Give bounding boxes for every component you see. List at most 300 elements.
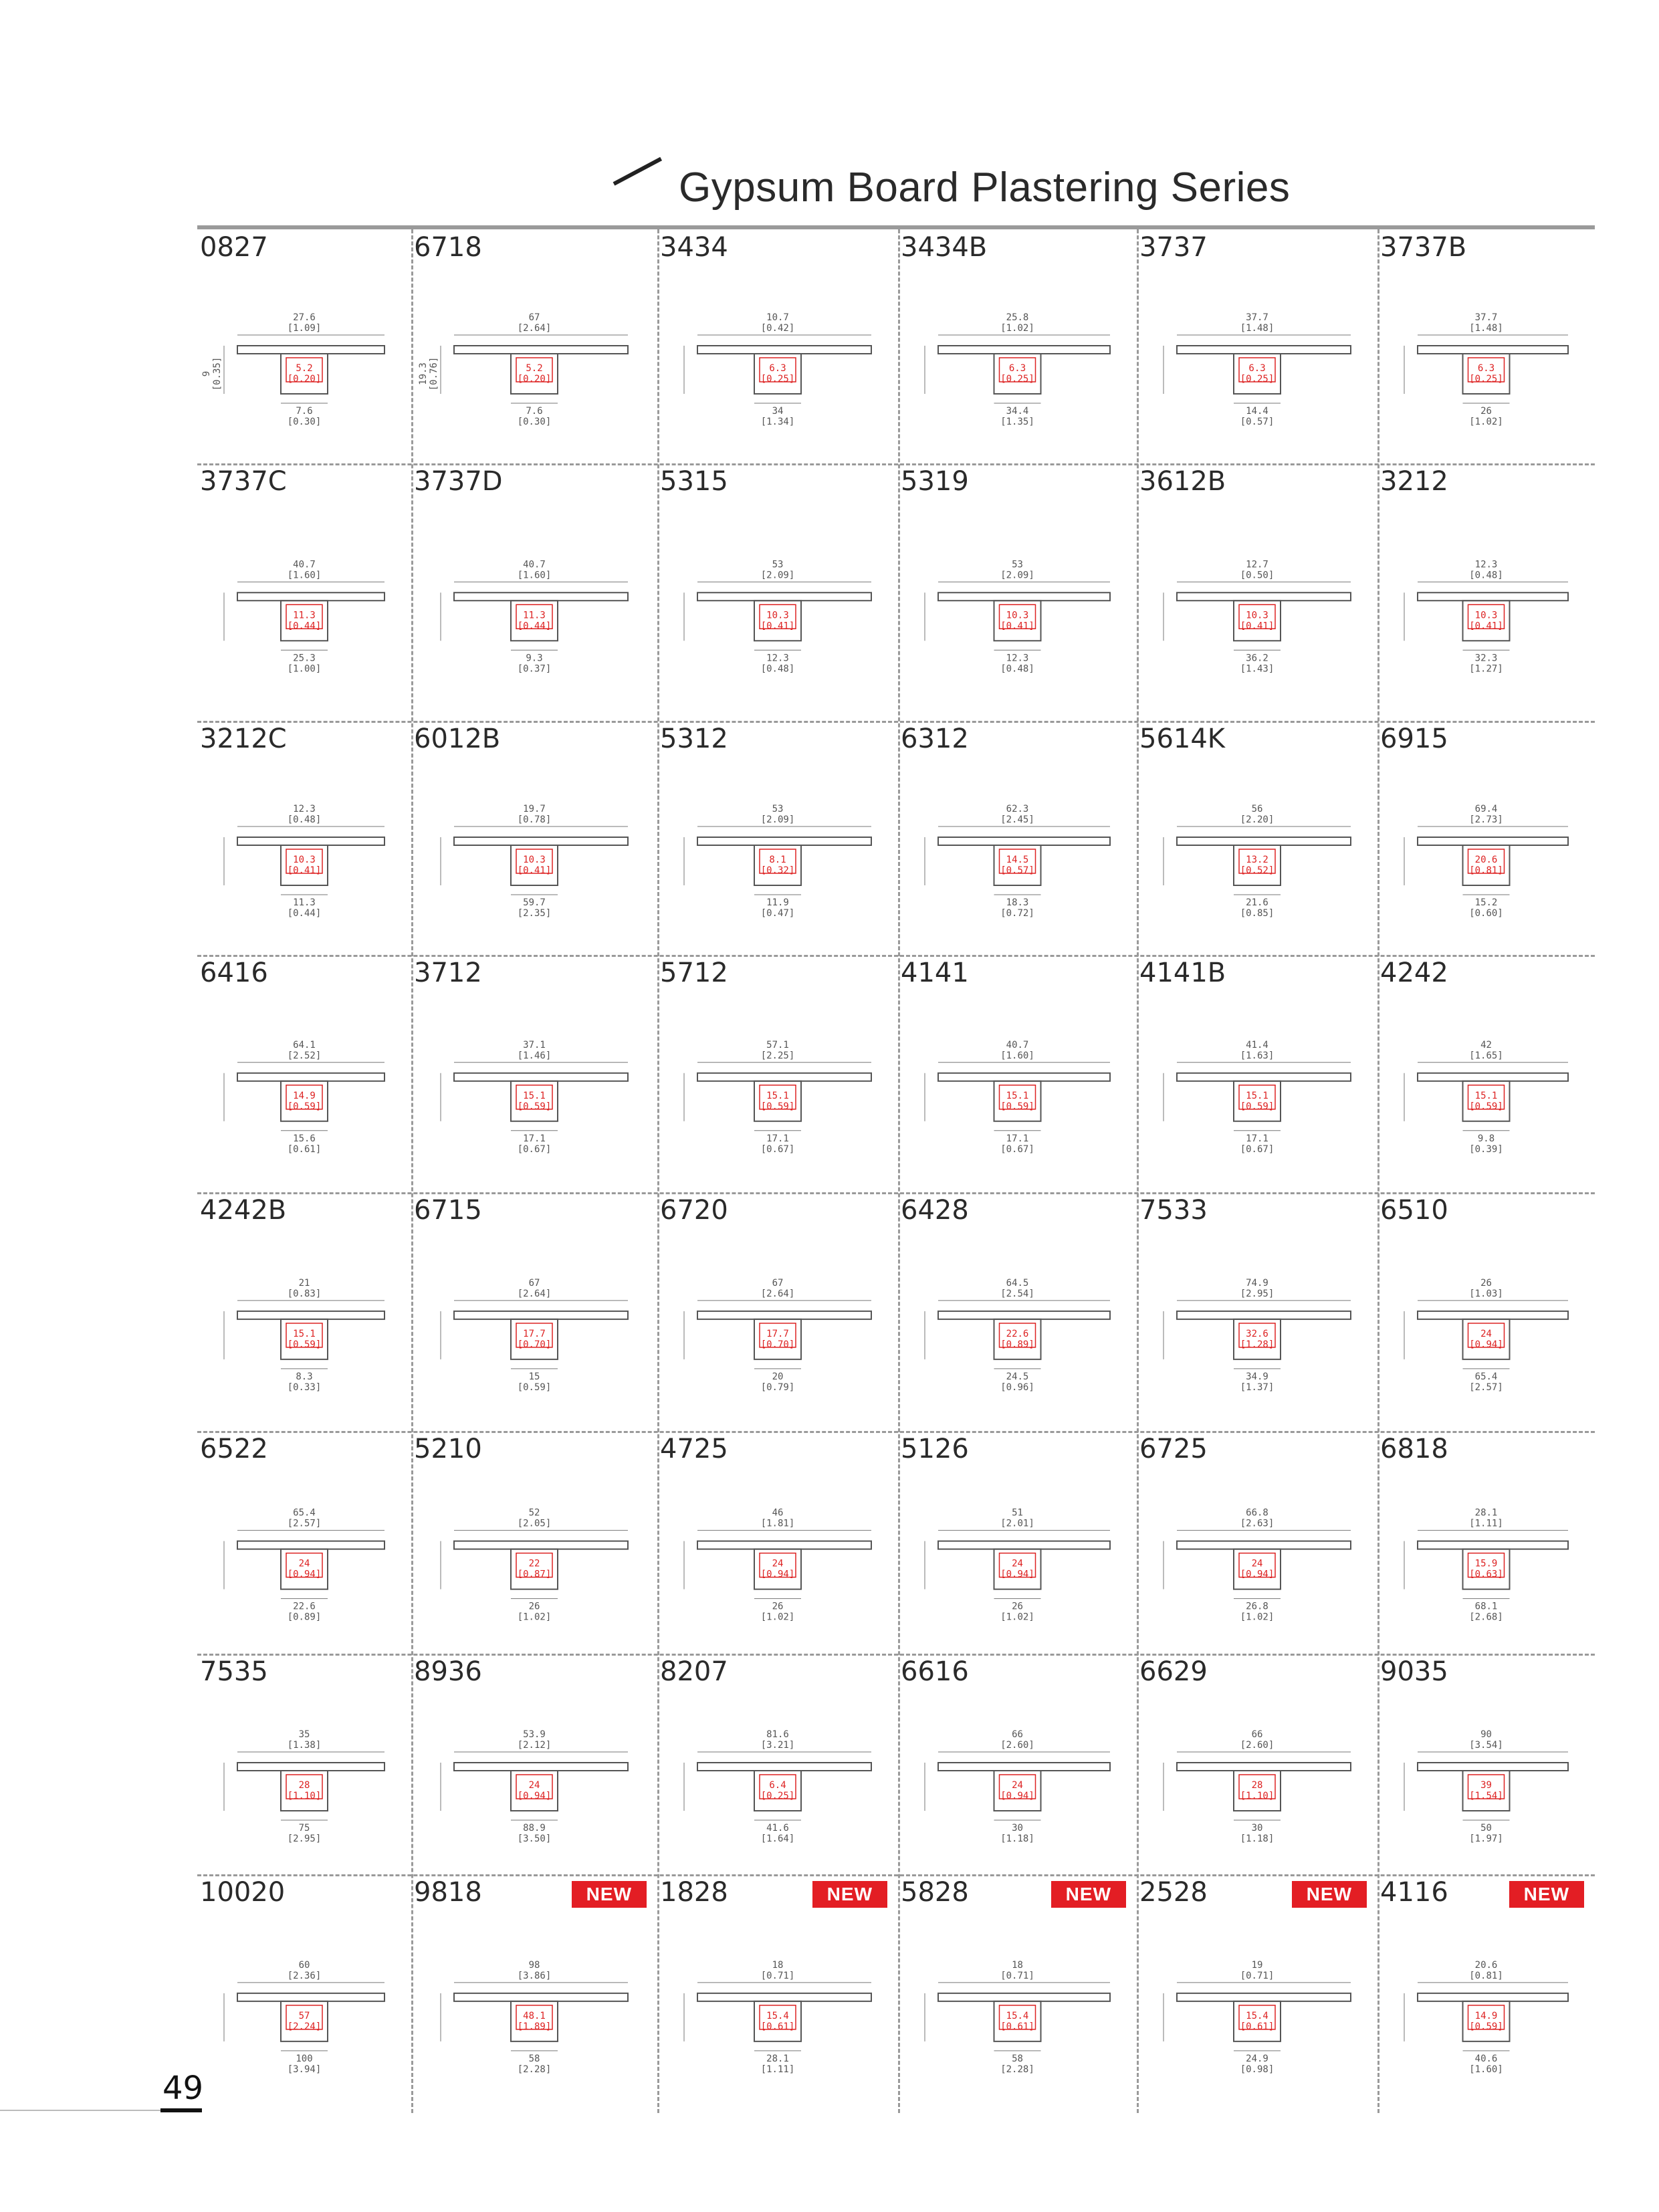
profile-flange [1177, 592, 1351, 600]
dimension-label: [0.98] [1240, 2064, 1275, 2075]
dimension-label: [2.57] [287, 1518, 322, 1529]
led-dimension-label: [0.63] [1469, 1569, 1503, 1580]
product-code: 8936 [414, 1656, 482, 1687]
led-dimension-label: 24 [772, 1558, 784, 1569]
product-cell[interactable] [197, 955, 411, 1192]
dimension-label: [0.48] [1469, 570, 1503, 581]
dimension-label: 9.3 [526, 653, 543, 664]
dimension-label: [0.61] [287, 1143, 322, 1155]
product-cell[interactable] [657, 1192, 898, 1431]
led-dimension-label: 17.7 [523, 1328, 546, 1339]
profile-flange [454, 1993, 628, 2001]
product-cell[interactable] [657, 1874, 898, 2113]
dimension-label: [0.79] [760, 1381, 795, 1393]
product-cell[interactable] [1137, 955, 1377, 1192]
dimension-label: [0.50] [1240, 570, 1275, 581]
profile-flange [697, 1073, 871, 1081]
product-cell[interactable] [657, 463, 898, 721]
dimension-label: 66 [1012, 1729, 1023, 1740]
product-cell[interactable] [898, 1192, 1137, 1431]
dimension-label: [1.48] [1240, 323, 1275, 334]
dimension-label: 18.3 [1006, 897, 1029, 908]
dimension-label: [2.54] [1000, 1288, 1034, 1299]
product-grid [197, 229, 1595, 2113]
dimension-label: 81.6 [766, 1729, 789, 1740]
product-code: 4242 [1380, 958, 1448, 988]
product-code: 6718 [414, 232, 482, 263]
dimension-label: 65.4 [293, 1507, 316, 1519]
product-cell[interactable] [1377, 463, 1595, 721]
profile-flange [1177, 1763, 1351, 1771]
dimension-label: 17.1 [766, 1133, 789, 1144]
dimension-label: 40.7 [1006, 1039, 1029, 1050]
dimension-label: [0.67] [517, 1143, 552, 1155]
dimension-label: 58 [1012, 2053, 1023, 2064]
profile-drawing [898, 271, 1137, 458]
profile-flange [938, 346, 1110, 354]
dimension-label: 88.9 [523, 1823, 546, 1834]
led-dimension-label: 15.1 [1474, 1090, 1498, 1101]
led-dimension-label: [0.59] [1469, 2021, 1503, 2032]
dimension-label: [0.67] [1240, 1143, 1275, 1155]
profile-flange [454, 592, 628, 600]
profile-drawing [411, 1695, 657, 1869]
product-cell[interactable] [898, 721, 1137, 955]
dimension-label: 59.7 [523, 897, 546, 908]
led-dimension-label: 15.1 [293, 1328, 316, 1339]
dimension-label: 19.7 [523, 804, 546, 814]
profile-flange [697, 592, 871, 600]
profile-drawing [898, 996, 1137, 1187]
led-dimension-label: [0.81] [1469, 865, 1503, 876]
profile-drawing [1377, 1234, 1595, 1426]
product-cell[interactable] [411, 463, 657, 721]
dimension-label: 50 [1480, 1823, 1492, 1834]
profile-drawing [197, 1695, 411, 1869]
led-dimension-label: [1.54] [1469, 1791, 1503, 1801]
led-dimension-label: [0.41] [1469, 621, 1503, 632]
led-dimension-label: 10.3 [523, 855, 546, 865]
profile-drawing [1377, 996, 1595, 1187]
led-dimension-label: [0.32] [760, 865, 795, 876]
led-dimension-label: [0.61] [760, 2021, 795, 2032]
product-code: 5712 [660, 958, 728, 988]
led-dimension-label: 57 [298, 2010, 310, 2021]
product-cell[interactable] [1137, 463, 1377, 721]
product-code: 8207 [660, 1656, 728, 1687]
dimension-label: 11.3 [293, 897, 316, 908]
product-code: 2528 [1139, 1877, 1208, 1908]
product-cell[interactable] [657, 955, 898, 1192]
led-dimension-label: 15.1 [1246, 1090, 1268, 1101]
product-cell[interactable] [411, 1431, 657, 1654]
dimension-label: [2.73] [1469, 814, 1503, 825]
profile-flange [1418, 837, 1568, 845]
dimension-label: [1.02] [1240, 1612, 1275, 1623]
product-cell[interactable] [197, 721, 411, 955]
product-code: 9818 [414, 1877, 482, 1908]
dimension-label: 56 [1251, 804, 1263, 814]
product-cell[interactable] [898, 1654, 1137, 1874]
profile-drawing [1137, 1916, 1377, 2108]
led-dimension-label: [0.59] [1240, 1101, 1275, 1112]
led-dimension-label: [0.94] [760, 1569, 795, 1580]
dimension-label: [1.02] [1469, 417, 1503, 427]
product-code: 6510 [1380, 1195, 1448, 1226]
dimension-label: [2.12] [517, 1740, 552, 1751]
product-code: 5828 [901, 1877, 969, 1908]
led-dimension-label: [0.41] [1000, 621, 1034, 632]
led-dimension-label: [0.41] [760, 621, 795, 632]
dimension-label: [0.33] [287, 1381, 322, 1393]
profile-flange [697, 1541, 871, 1549]
dimension-label: 51 [1012, 1507, 1023, 1519]
profile-drawing [898, 1916, 1137, 2108]
dimension-label: [0.89] [287, 1612, 322, 1623]
led-dimension-label: 5.2 [526, 363, 543, 374]
dimension-label: 17.1 [1006, 1133, 1029, 1144]
dimension-label: [0.37] [517, 663, 552, 675]
profile-drawing [657, 1916, 898, 2108]
led-dimension-label: [0.70] [517, 1339, 552, 1350]
profile-drawing [1137, 505, 1377, 715]
dimension-label: 30 [1251, 1823, 1263, 1834]
dimension-label: [0.42] [760, 323, 795, 334]
new-badge: NEW [1509, 1881, 1584, 1908]
led-dimension-label: [2.24] [287, 2021, 322, 2032]
product-cell[interactable] [411, 1192, 657, 1431]
dimension-label: [1.18] [1000, 1834, 1034, 1844]
product-code: 4116 [1380, 1877, 1448, 1908]
led-dimension-label: 10.3 [766, 610, 789, 621]
dimension-label: 40.6 [1474, 2053, 1498, 2064]
product-cell[interactable] [898, 229, 1137, 463]
dimension-label: 35 [298, 1729, 310, 1740]
profile-drawing [411, 1472, 657, 1648]
dimension-label: [2.20] [1240, 814, 1275, 825]
led-dimension-label: [0.41] [287, 865, 322, 876]
dimension-label: [2.09] [1000, 570, 1034, 581]
led-dimension-label: [0.20] [287, 374, 322, 384]
profile-drawing [898, 762, 1137, 950]
dimension-label: 9 [201, 370, 212, 377]
profile-drawing [1137, 1695, 1377, 1869]
profile-flange [237, 837, 384, 845]
profile-flange [1418, 1311, 1568, 1319]
led-dimension-label: 32.6 [1246, 1328, 1268, 1339]
product-cell[interactable] [657, 1654, 898, 1874]
product-cell[interactable] [411, 721, 657, 955]
profile-flange [697, 1311, 871, 1319]
led-dimension-label: 24 [528, 1780, 540, 1791]
dimension-label: [0.85] [1240, 908, 1275, 919]
product-cell[interactable] [898, 1431, 1137, 1654]
dimension-label: [0.59] [517, 1381, 552, 1393]
led-dimension-label: 8.1 [769, 855, 786, 865]
dimension-label: 12.7 [1246, 559, 1268, 570]
product-code: 6312 [901, 724, 969, 754]
product-code: 3712 [414, 958, 482, 988]
led-dimension-label: [0.44] [287, 621, 322, 632]
dimension-label: [2.36] [287, 1970, 322, 1981]
profile-flange [237, 1763, 384, 1771]
led-dimension-label: 14.5 [1006, 855, 1029, 865]
product-code: 6522 [200, 1434, 268, 1464]
profile-drawing [197, 505, 411, 715]
product-code: 6818 [1380, 1434, 1448, 1464]
product-code: 1828 [660, 1877, 728, 1908]
dimension-label: [1.63] [1240, 1050, 1275, 1061]
dimension-label: 22.6 [293, 1601, 316, 1612]
led-dimension-label: [0.25] [1469, 374, 1503, 384]
dimension-label: [1.60] [1469, 2064, 1503, 2075]
product-cell[interactable] [1137, 1431, 1377, 1654]
profile-drawing [197, 996, 411, 1187]
dimension-label: 36.2 [1246, 653, 1268, 664]
dimension-label: 21.6 [1246, 897, 1268, 908]
dimension-label: 7.6 [526, 406, 543, 417]
product-cell[interactable] [1377, 1192, 1595, 1431]
profile-flange [1177, 1073, 1351, 1081]
dimension-label: [1.48] [1469, 323, 1503, 334]
dimension-label: 12.3 [766, 653, 789, 664]
dimension-label: 20.6 [1474, 1959, 1498, 1971]
page-header [0, 0, 1659, 231]
dimension-label: [1.02] [760, 1612, 795, 1623]
profile-flange [1418, 1993, 1568, 2001]
led-dimension-label: 14.9 [293, 1090, 316, 1101]
product-cell[interactable] [1377, 1431, 1595, 1654]
product-cell[interactable] [197, 1874, 411, 2113]
profile-drawing [411, 1234, 657, 1426]
led-dimension-label: 11.3 [523, 610, 546, 621]
led-dimension-label: [0.41] [1240, 621, 1275, 632]
dimension-label: 30 [1012, 1823, 1023, 1834]
product-code: 0827 [200, 232, 268, 263]
product-cell[interactable] [1377, 721, 1595, 955]
product-cell[interactable] [898, 463, 1137, 721]
dimension-label: [2.95] [1240, 1288, 1275, 1299]
dimension-label: 53 [1012, 559, 1023, 570]
dimension-label: [2.09] [760, 570, 795, 581]
product-code: 5126 [901, 1434, 969, 1464]
profile-drawing [657, 1234, 898, 1426]
led-dimension-label: 28 [1251, 1780, 1263, 1791]
product-cell[interactable] [1377, 955, 1595, 1192]
product-cell[interactable] [411, 1874, 657, 2113]
dimension-label: [0.44] [287, 908, 322, 919]
product-code: 3737B [1380, 232, 1467, 263]
led-dimension-label: 6.3 [1477, 363, 1495, 374]
product-cell[interactable] [411, 229, 657, 463]
product-cell[interactable] [1137, 1874, 1377, 2113]
profile-drawing [657, 762, 898, 950]
product-cell[interactable] [197, 1431, 411, 1654]
dimension-label: 34.9 [1246, 1371, 1268, 1382]
product-cell[interactable] [1137, 1654, 1377, 1874]
dimension-label: [1.03] [1469, 1288, 1503, 1299]
product-code: 5315 [660, 466, 728, 497]
led-dimension-label: 14.9 [1474, 2010, 1498, 2021]
dimension-label: 68.1 [1474, 1601, 1498, 1612]
dimension-label: 9.8 [1477, 1133, 1495, 1144]
profile-flange [1177, 837, 1351, 845]
profile-flange [938, 1073, 1110, 1081]
led-dimension-label: [0.25] [760, 374, 795, 384]
dimension-label: 26.8 [1246, 1601, 1268, 1612]
dimension-label: [0.71] [1240, 1970, 1275, 1981]
product-cell[interactable] [898, 955, 1137, 1192]
product-cell[interactable] [657, 229, 898, 463]
profile-flange [1418, 346, 1568, 354]
profile-drawing [1377, 271, 1595, 458]
dimension-label: [0.48] [287, 814, 322, 825]
new-badge: NEW [1292, 1881, 1367, 1908]
led-dimension-label: 15.4 [1006, 2010, 1029, 2021]
led-dimension-label: 24 [1480, 1328, 1492, 1339]
dimension-label: 46 [772, 1507, 784, 1519]
led-dimension-label: 28 [298, 1780, 310, 1791]
profile-flange [938, 592, 1110, 600]
dimension-label: 74.9 [1246, 1277, 1268, 1289]
led-dimension-label: [0.20] [517, 374, 552, 384]
product-cell[interactable] [1377, 1654, 1595, 1874]
dimension-label: 19 [1251, 1959, 1263, 1971]
dimension-label: [2.25] [760, 1050, 795, 1061]
led-dimension-label: 10.3 [1474, 610, 1498, 621]
profile-drawing [1377, 505, 1595, 715]
led-dimension-label: [0.59] [287, 1339, 322, 1350]
dimension-label: 69.4 [1474, 804, 1498, 814]
product-code: 7535 [200, 1656, 268, 1687]
profile-drawing [898, 1695, 1137, 1869]
product-code: 3737C [200, 466, 287, 497]
profile-drawing [197, 1472, 411, 1648]
page-title: Gypsum Board Plastering Series [679, 164, 1291, 211]
led-dimension-label: [0.41] [517, 865, 552, 876]
profile-flange [454, 1541, 628, 1549]
led-dimension-label: 15.4 [766, 2010, 789, 2021]
dimension-label: 19.3 [418, 362, 429, 385]
profile-flange [938, 1311, 1110, 1319]
dimension-label: [3.86] [517, 1970, 552, 1981]
title-slash-icon [613, 157, 662, 186]
product-code: 3212C [200, 724, 287, 754]
dimension-label: [1.27] [1469, 663, 1503, 675]
dimension-label: [0.60] [1469, 908, 1503, 919]
profile-drawing [197, 271, 411, 458]
product-cell[interactable] [1137, 1192, 1377, 1431]
product-cell[interactable] [197, 1654, 411, 1874]
product-code: 3212 [1380, 466, 1448, 497]
profile-drawing [1137, 996, 1377, 1187]
dimension-label: [1.46] [517, 1050, 552, 1061]
dimension-label: 21 [298, 1277, 310, 1289]
product-code: 6720 [660, 1195, 728, 1226]
product-code: 9035 [1380, 1656, 1448, 1687]
product-cell[interactable] [1137, 721, 1377, 955]
led-dimension-label: 22 [528, 1558, 540, 1569]
dimension-label: [0.81] [1469, 1970, 1503, 1981]
led-dimension-label: 15.4 [1246, 2010, 1268, 2021]
product-cell[interactable] [1377, 1874, 1595, 2113]
product-cell[interactable] [411, 955, 657, 1192]
dimension-label: 26 [772, 1601, 784, 1612]
product-cell[interactable] [1137, 229, 1377, 463]
new-badge: NEW [1051, 1881, 1126, 1908]
page-number: 49 [162, 2070, 204, 2107]
profile-drawing [1377, 1472, 1595, 1648]
product-cell[interactable] [657, 721, 898, 955]
dimension-label: 12.3 [1006, 653, 1029, 664]
led-dimension-label: 15.1 [1006, 1090, 1029, 1101]
profile-drawing [411, 762, 657, 950]
product-cell[interactable] [197, 229, 411, 463]
product-code: 4141 [901, 958, 969, 988]
profile-flange [938, 1763, 1110, 1771]
profile-drawing [197, 762, 411, 950]
product-code: 6725 [1139, 1434, 1208, 1464]
product-cell[interactable] [1377, 229, 1595, 463]
dimension-label: [0.30] [287, 417, 322, 427]
dimension-label: [0.39] [1469, 1143, 1503, 1155]
product-cell[interactable] [197, 1192, 411, 1431]
dimension-label: 12.3 [1474, 559, 1498, 570]
dimension-label: 37.7 [1474, 312, 1498, 323]
led-dimension-label: [0.25] [1000, 374, 1034, 384]
led-dimension-label: [0.61] [1000, 2021, 1034, 2032]
product-cell[interactable] [898, 1874, 1137, 2113]
led-dimension-label: [0.59] [287, 1101, 322, 1112]
dimension-label: [1.43] [1240, 663, 1275, 675]
profile-flange [237, 1993, 384, 2001]
profile-flange [1418, 1763, 1568, 1771]
profile-drawing [1137, 762, 1377, 950]
product-cell[interactable] [197, 463, 411, 721]
dimension-label: [0.83] [287, 1288, 322, 1299]
led-dimension-label: [0.25] [760, 1791, 795, 1801]
led-dimension-label: [0.94] [1240, 1569, 1275, 1580]
dimension-label: [2.57] [1469, 1381, 1503, 1393]
dimension-label: [1.60] [517, 570, 552, 581]
product-code: 6428 [901, 1195, 969, 1226]
led-dimension-label: [0.25] [1240, 374, 1275, 384]
led-dimension-label: [0.59] [517, 1101, 552, 1112]
dimension-label: 25.3 [293, 653, 316, 664]
dimension-label: 62.3 [1006, 804, 1029, 814]
led-dimension-label: [0.94] [517, 1791, 552, 1801]
dimension-label: [1.02] [1000, 323, 1034, 334]
led-dimension-label: 11.3 [293, 610, 316, 621]
dimension-label: 26 [1012, 1601, 1023, 1612]
product-code: 4141B [1139, 958, 1226, 988]
led-dimension-label: [1.89] [517, 2021, 552, 2032]
dimension-label: 60 [298, 1959, 310, 1971]
profile-drawing [1137, 1472, 1377, 1648]
product-code: 5210 [414, 1434, 482, 1464]
profile-drawing [898, 505, 1137, 715]
dimension-label: [1.11] [1469, 1518, 1503, 1529]
profile-drawing [898, 1234, 1137, 1426]
product-code: 10020 [200, 1877, 286, 1908]
led-dimension-label: 17.7 [766, 1328, 789, 1339]
product-cell[interactable] [411, 1654, 657, 1874]
dimension-label: 28.1 [1474, 1507, 1498, 1519]
dimension-label: [0.30] [517, 417, 552, 427]
dimension-label: [1.00] [287, 663, 322, 675]
product-code: 6629 [1139, 1656, 1208, 1687]
product-cell[interactable] [657, 1431, 898, 1654]
